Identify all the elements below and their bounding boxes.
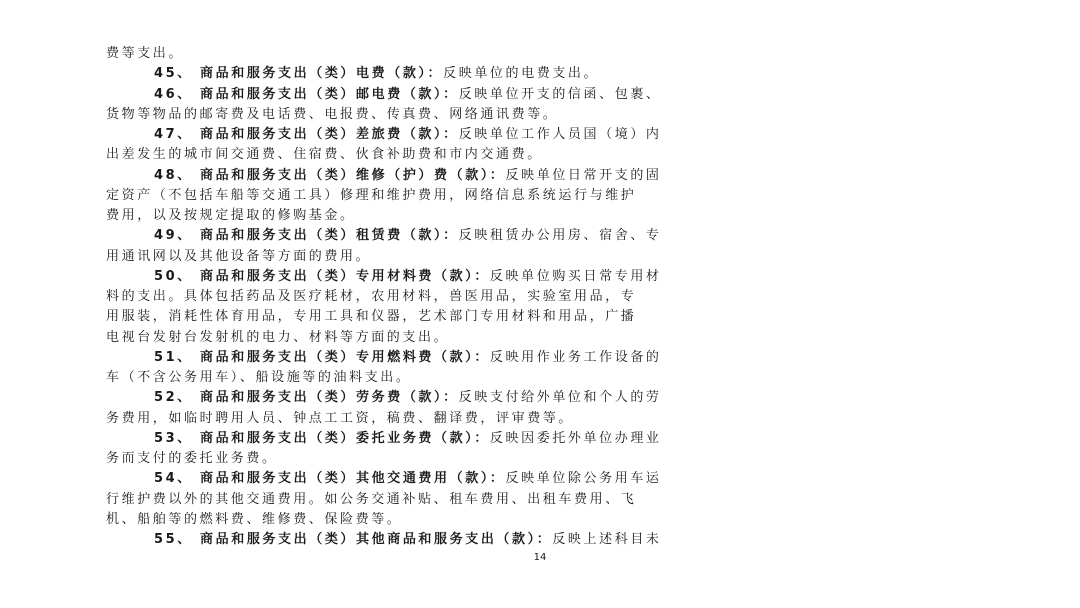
text-line [106,429,968,449]
text-line [106,166,968,186]
text-line [106,510,968,530]
item-text: 反映单位日常开支的固 [505,167,662,183]
item-text: 行维护费以外的其他交通费用。如公务交通补贴、租车费用、出租车费用、飞 [106,491,637,507]
item-text: 机、船舶等的燃料费、维修费、保险费等。 [106,511,403,527]
text-line [106,206,968,226]
item-heading: 51、 商品和服务支出（类）专用燃料费（款）： [154,349,490,365]
item-text: 反映单位工作人员国（境）内 [458,127,662,142]
body-text [106,44,968,550]
item-text: 反映上述科目未 [552,532,662,547]
item-text: 反映单位的电费支出。 [443,66,600,82]
text-line [106,388,968,408]
item-heading: 55、 商品和服务支出（类）其他商品和服务支出（款）： [154,532,553,547]
text-line [106,267,968,287]
item-text: 反映因委托外单位办理业 [489,430,662,446]
text-line [106,145,968,165]
text-line [106,287,968,307]
item-heading: 50、 商品和服务支出（类）专用材料费（款）： [154,268,490,284]
text-line [106,328,968,348]
item-text: 货物等物品的邮寄费及电话费、电报费、传真费、网络通讯费等。 [106,106,559,122]
item-heading: 49、 商品和服务支出（类）租赁费（款）： [154,228,459,244]
item-text: 车（不含公务用车）、船设施等的油料支出。 [106,370,412,385]
item-text: 反映用作业务工作设备的 [489,349,662,365]
item-text: 费等支出。 [106,46,185,61]
item-text: 务费用，如临时聘用人员、钟点工工资，稿费、翻译费，评审费等。 [106,410,575,426]
page-number: 14 [533,552,547,563]
text-line [106,44,968,64]
text-line [106,409,968,429]
item-heading: 45、 商品和服务支出（类）电费（款）： [154,66,444,82]
text-line [106,490,968,510]
text-line [106,186,968,206]
text-line [106,348,968,368]
text-line [106,125,968,145]
text-line [106,64,968,84]
text-line [106,449,968,469]
item-text: 定资产（不包括车船等交通工具）修理和维护费用，网络信息系统运行与维护 [106,187,637,203]
item-text: 反映单位开支的信函、包裹、 [458,86,662,102]
item-heading: 47、 商品和服务支出（类）差旅费（款）： [154,127,459,142]
item-text: 用服装，消耗性体育用品，专用工具和仪器，艺术部门专用材料和用品，广播 [106,309,637,325]
item-text: 反映单位购买日常专用材 [489,268,662,284]
text-line [106,307,968,327]
item-text: 反映单位除公务用车运 [505,471,662,487]
text-line [106,247,968,267]
item-text: 用通讯网以及其他设备等方面的费用。 [106,248,372,264]
text-line [106,368,968,388]
item-heading: 54、 商品和服务支出（类）其他交通费用（款）： [154,471,506,487]
text-line [106,226,968,246]
text-line [106,85,968,105]
item-text: 料的支出。具体包括药品及医疗耗材，农用材料，兽医用品，实验室用品，专 [106,289,637,304]
item-text: 反映支付给外单位和个人的劳 [458,390,662,406]
item-text: 费用，以及按规定提取的修购基金。 [106,208,356,223]
item-heading: 48、 商品和服务支出（类）维修（护）费（款）： [154,167,506,183]
item-heading: 53、 商品和服务支出（类）委托业务费（款）： [154,430,490,446]
item-heading: 52、 商品和服务支出（类）劳务费（款）： [154,390,459,406]
item-text: 务而支付的委托业务费。 [106,451,278,466]
item-text: 出差发生的城市间交通费、住宿费、伙食补助费和市内交通费。 [106,147,543,163]
item-text: 反映租赁办公用房、宿舍、专 [458,228,662,244]
item-text: 电视台发射台发射机的电力、材料等方面的支出。 [106,329,450,345]
item-heading: 46、 商品和服务支出（类）邮电费（款）： [154,86,459,102]
text-line [106,469,968,489]
text-line [106,530,968,550]
text-line [106,105,968,125]
